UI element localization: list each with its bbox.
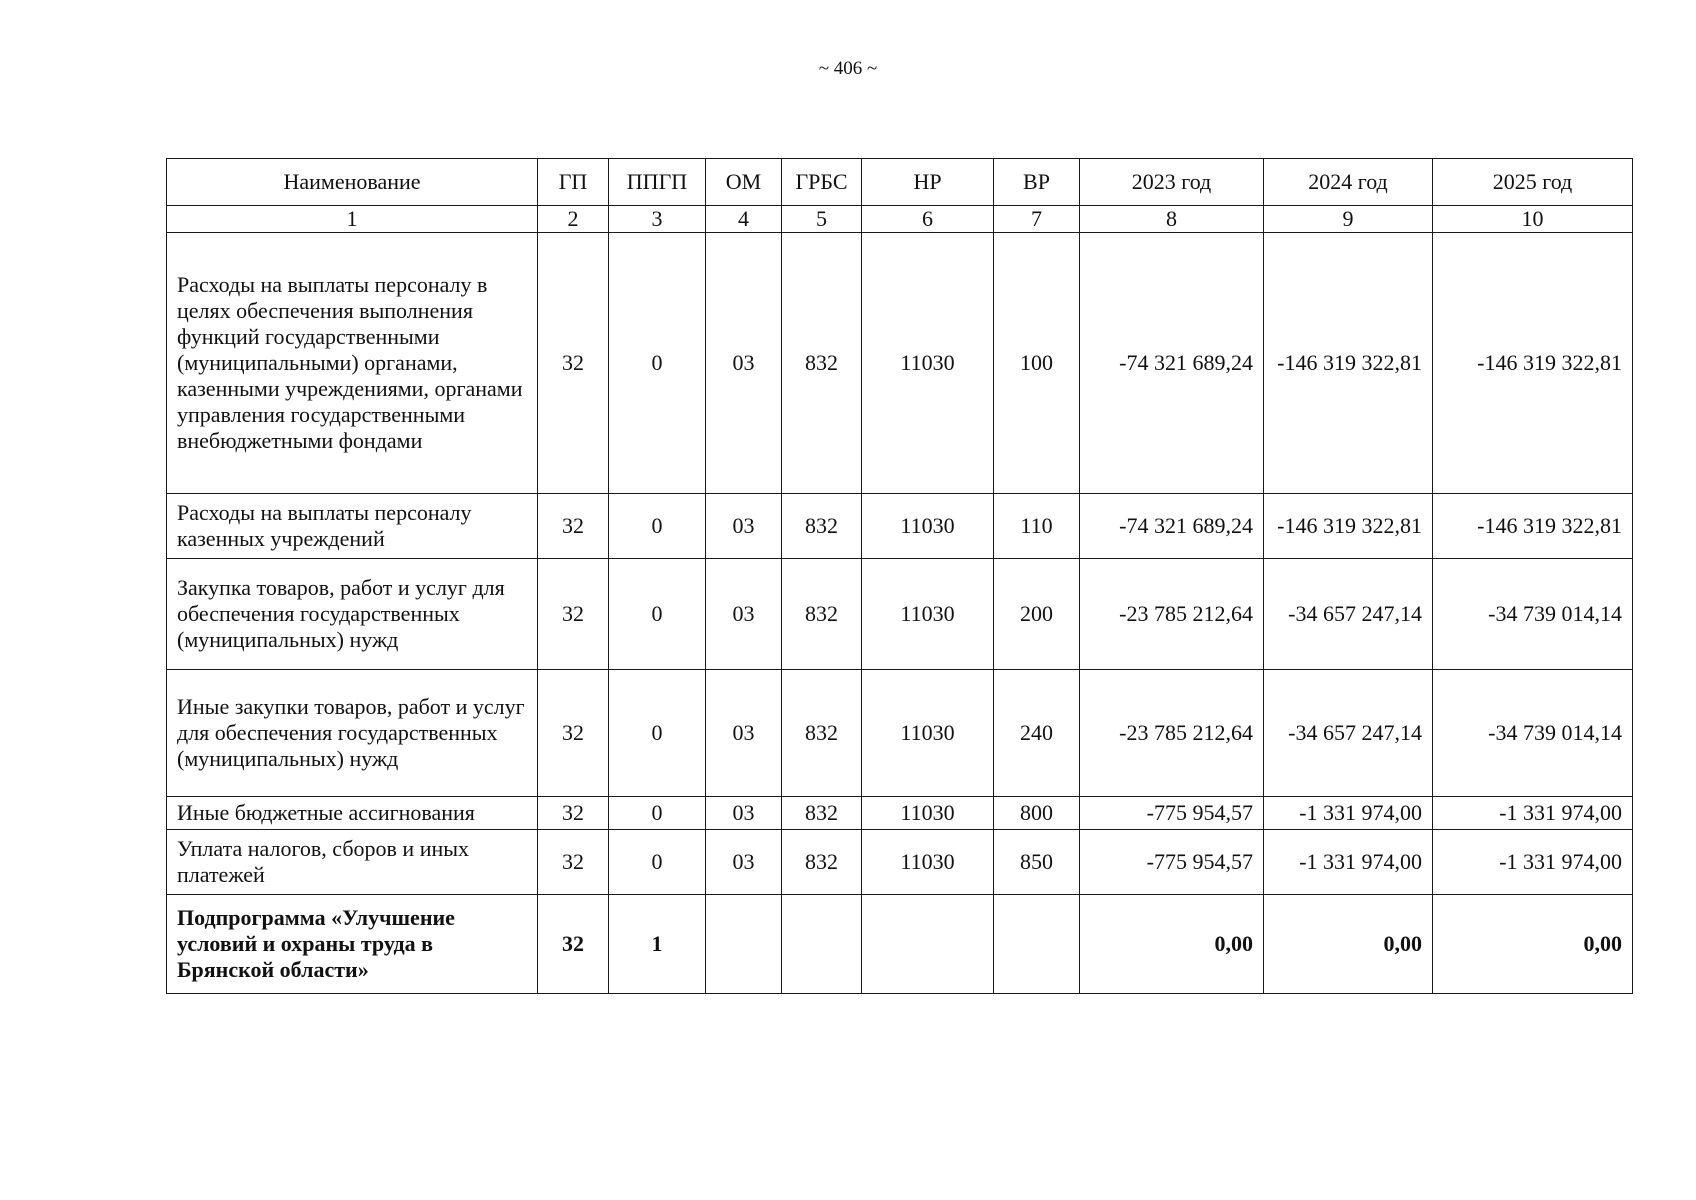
cell-ppgp: 0: [609, 494, 706, 559]
cell-2024: -34 657 247,14: [1264, 670, 1433, 797]
cell-2023: 0,00: [1080, 895, 1264, 994]
table-row: [167, 830, 1633, 895]
cell-vr: 100: [994, 233, 1080, 494]
cell-gp: 32: [538, 559, 609, 670]
table-row: [167, 233, 1633, 494]
cell-om: 03: [706, 830, 782, 895]
cell-2023: -23 785 212,64: [1080, 670, 1264, 797]
table-row: [167, 670, 1633, 797]
cell-nr: [862, 895, 994, 994]
cell-om: [706, 895, 782, 994]
column-number: 1: [167, 206, 538, 233]
cell-nr: 11030: [862, 830, 994, 895]
cell-om: 03: [706, 670, 782, 797]
cell-2023: -775 954,57: [1080, 830, 1264, 895]
cell-grbs: 832: [782, 494, 862, 559]
column-number-row: [167, 206, 1633, 233]
row-name: Уплата налогов, сборов и иных платежей: [167, 830, 538, 895]
budget-table: [166, 158, 1633, 994]
cell-ppgp: 0: [609, 670, 706, 797]
row-name: Расходы на выплаты персоналу в целях обеспечения выполнения функций государственными (муниципальными) органами, казенными учреждениями, органами управления государственными внебюджетными фондами: [167, 233, 538, 494]
header-name: Наименование: [167, 159, 538, 206]
header-row: [167, 159, 1633, 206]
page-number: ~ 406 ~: [818, 58, 878, 79]
cell-gp: 32: [538, 233, 609, 494]
header-gp: ГП: [538, 159, 609, 206]
column-number: 10: [1433, 206, 1633, 233]
cell-om: 03: [706, 233, 782, 494]
row-name: Закупка товаров, работ и услуг для обеспечения государственных (муниципальных) нужд: [167, 559, 538, 670]
cell-2023: -23 785 212,64: [1080, 559, 1264, 670]
column-number: 9: [1264, 206, 1433, 233]
cell-nr: 11030: [862, 670, 994, 797]
header-2023: 2023 год: [1080, 159, 1264, 206]
cell-grbs: 832: [782, 797, 862, 830]
cell-2025: -146 319 322,81: [1433, 494, 1633, 559]
cell-vr: 240: [994, 670, 1080, 797]
cell-grbs: 832: [782, 233, 862, 494]
cell-2024: -1 331 974,00: [1264, 830, 1433, 895]
header-vr: ВР: [994, 159, 1080, 206]
cell-2024: -1 331 974,00: [1264, 797, 1433, 830]
cell-grbs: 832: [782, 559, 862, 670]
header-grbs: ГРБС: [782, 159, 862, 206]
cell-2024: -34 657 247,14: [1264, 559, 1433, 670]
cell-vr: 110: [994, 494, 1080, 559]
column-number: 8: [1080, 206, 1264, 233]
column-number: 4: [706, 206, 782, 233]
cell-2025: -1 331 974,00: [1433, 830, 1633, 895]
cell-2023: -74 321 689,24: [1080, 494, 1264, 559]
table-row: [167, 797, 1633, 830]
cell-vr: 800: [994, 797, 1080, 830]
row-name: Иные закупки товаров, работ и услуг для обеспечения государственных (муниципальных) нужд: [167, 670, 538, 797]
cell-ppgp: 1: [609, 895, 706, 994]
cell-om: 03: [706, 559, 782, 670]
header-om: ОМ: [706, 159, 782, 206]
cell-gp: 32: [538, 797, 609, 830]
cell-vr: 200: [994, 559, 1080, 670]
cell-2023: -775 954,57: [1080, 797, 1264, 830]
cell-2025: -1 331 974,00: [1433, 797, 1633, 830]
cell-nr: 11030: [862, 233, 994, 494]
column-number: 6: [862, 206, 994, 233]
table-row: [167, 559, 1633, 670]
header-nr: НР: [862, 159, 994, 206]
table-row: [167, 494, 1633, 559]
cell-om: 03: [706, 797, 782, 830]
cell-grbs: [782, 895, 862, 994]
cell-2025: 0,00: [1433, 895, 1633, 994]
cell-ppgp: 0: [609, 830, 706, 895]
cell-2025: -34 739 014,14: [1433, 559, 1633, 670]
cell-ppgp: 0: [609, 559, 706, 670]
cell-gp: 32: [538, 494, 609, 559]
cell-2024: -146 319 322,81: [1264, 233, 1433, 494]
cell-gp: 32: [538, 670, 609, 797]
row-name: Расходы на выплаты персоналу казенных учреждений: [167, 494, 538, 559]
cell-om: 03: [706, 494, 782, 559]
cell-grbs: 832: [782, 830, 862, 895]
column-number: 5: [782, 206, 862, 233]
cell-ppgp: 0: [609, 233, 706, 494]
cell-nr: 11030: [862, 494, 994, 559]
column-number: 2: [538, 206, 609, 233]
cell-2025: -146 319 322,81: [1433, 233, 1633, 494]
cell-nr: 11030: [862, 559, 994, 670]
column-number: 7: [994, 206, 1080, 233]
cell-ppgp: 0: [609, 797, 706, 830]
cell-gp: 32: [538, 830, 609, 895]
cell-2024: 0,00: [1264, 895, 1433, 994]
header-2025: 2025 год: [1433, 159, 1633, 206]
row-name: Подпрограмма «Улучшение условий и охраны труда в Брянской области»: [167, 895, 538, 994]
cell-2025: -34 739 014,14: [1433, 670, 1633, 797]
cell-gp: 32: [538, 895, 609, 994]
row-name: Иные бюджетные ассигнования: [167, 797, 538, 830]
cell-nr: 11030: [862, 797, 994, 830]
column-number: 3: [609, 206, 706, 233]
cell-vr: 850: [994, 830, 1080, 895]
table-row-subprogram: [167, 895, 1633, 994]
header-2024: 2024 год: [1264, 159, 1433, 206]
cell-grbs: 832: [782, 670, 862, 797]
cell-2023: -74 321 689,24: [1080, 233, 1264, 494]
header-ppgp: ППГП: [609, 159, 706, 206]
cell-vr: [994, 895, 1080, 994]
cell-2024: -146 319 322,81: [1264, 494, 1433, 559]
